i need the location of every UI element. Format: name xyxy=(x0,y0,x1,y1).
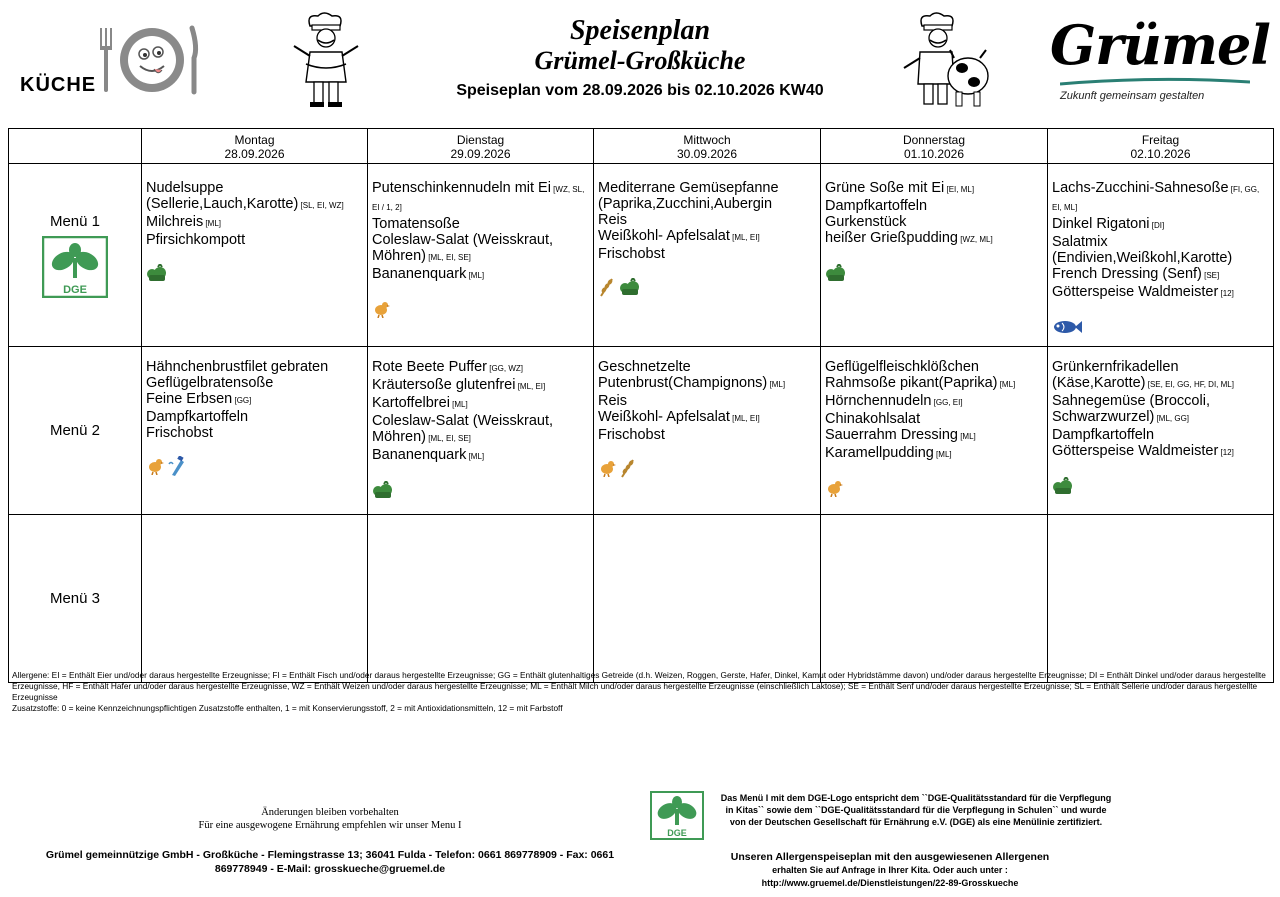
day-header: Freitag 02.10.2026 xyxy=(1048,129,1274,164)
dish-name: Frischobst xyxy=(598,427,665,443)
dish-item xyxy=(372,180,589,216)
allergen-codes: [GG] xyxy=(232,396,252,405)
dish-name: Mediterrane Gemüsepfanne (Paprika,Zucchini,Aubergin xyxy=(598,180,779,212)
dish-item xyxy=(146,391,363,409)
dish-item xyxy=(825,445,1043,463)
dish-name: Geflügelbratensoße xyxy=(146,375,274,391)
grain-icon xyxy=(598,277,616,297)
allergen-codes: [ML, EI] xyxy=(515,382,546,391)
dish-item xyxy=(1052,284,1269,302)
dish-item xyxy=(598,409,816,427)
dish-list xyxy=(1052,174,1269,302)
page-title: Speisenplan xyxy=(569,15,711,46)
dish-name: Salatmix (Endivien,Weißkohl,Karotte) xyxy=(1052,234,1233,266)
dish-item xyxy=(598,212,816,228)
brand-swoosh xyxy=(1060,76,1250,86)
dish-list xyxy=(146,525,363,527)
dish-name: French Dressing (Senf) xyxy=(1052,266,1202,282)
menu-row xyxy=(9,347,1274,515)
dish-list xyxy=(598,357,816,443)
day-header: Donnerstag 01.10.2026 xyxy=(821,129,1048,164)
poultry-icon xyxy=(598,459,616,477)
dish-name: Grüne Soße mit Ei xyxy=(825,180,945,196)
dish-item xyxy=(372,377,589,395)
brand-tagline: Zukunft gemeinsam gestalten xyxy=(1060,90,1205,102)
allergen-codes: [ML] xyxy=(466,271,485,280)
allergen-codes: [SL, EI, WZ] xyxy=(298,201,344,210)
plate-cutlery-icon xyxy=(98,22,204,98)
dish-name: Sahnegemüse (Broccoli, Schwarzwurzel) xyxy=(1052,393,1210,425)
dish-name: (Sellerie,Lauch,Karotte) xyxy=(146,196,299,212)
dish-item xyxy=(1052,216,1269,234)
dish-icons xyxy=(598,453,816,483)
allergen-codes: [ML] xyxy=(203,219,221,228)
dish-name: Weißkohl- Apfelsalat xyxy=(598,228,730,244)
dish-name: Götterspeise Waldmeister xyxy=(1052,284,1219,300)
poultry-icon xyxy=(372,300,390,318)
dish-name: Reis xyxy=(598,212,628,228)
dish-item xyxy=(598,427,816,443)
allergen-footnote xyxy=(12,670,1272,714)
dish-item xyxy=(146,359,363,375)
dish-item xyxy=(146,425,363,441)
dge-logo-icon xyxy=(42,236,108,298)
dish-item xyxy=(1052,234,1269,266)
page-header xyxy=(0,0,1280,120)
day-header: Mittwoch 30.09.2026 xyxy=(594,129,821,164)
fish-icon xyxy=(1052,319,1082,335)
dish-name: Pfirsichkompott xyxy=(146,232,246,248)
dish-item xyxy=(598,246,816,262)
dish-name: Sauerrahm Dressing xyxy=(825,427,958,443)
menu-row xyxy=(9,164,1274,347)
allergen-codes: [ML] xyxy=(933,450,952,459)
dish-name: Reis xyxy=(598,393,628,409)
dish-icons xyxy=(598,272,816,302)
dish-name: Grünkernfrikadellen (Käse,Karotte) xyxy=(1052,359,1179,391)
menu-cell xyxy=(1048,164,1274,347)
dish-item xyxy=(598,359,816,393)
menu-cell xyxy=(142,164,368,347)
dish-item xyxy=(1052,359,1269,393)
allergen-codes: [ML] xyxy=(957,432,976,441)
dish-list xyxy=(825,525,1043,527)
dish-item xyxy=(1052,180,1269,216)
dish-name: Bananenquark xyxy=(372,266,467,282)
dish-list xyxy=(372,525,589,527)
menu-table xyxy=(8,128,1274,683)
dish-name: Dampfkartoffeln xyxy=(146,409,249,425)
dish-name: Geschnetzelte Putenbrust(Champignons) xyxy=(598,359,768,391)
dish-item xyxy=(372,447,589,465)
menu-cell xyxy=(821,164,1048,347)
vegetable-icon xyxy=(619,278,641,296)
dish-list xyxy=(146,357,363,441)
chef-with-cow-illustration xyxy=(900,12,990,110)
vegetable-icon xyxy=(1052,477,1074,495)
dish-name: Frischobst xyxy=(146,425,213,441)
dish-icons xyxy=(372,294,589,324)
allergen-codes: [12] xyxy=(1218,289,1234,298)
dish-item xyxy=(1052,427,1269,443)
vegetable-icon xyxy=(146,264,168,282)
dge-logo-icon xyxy=(650,791,704,840)
page-subtitle: Grümel-Großküche xyxy=(534,46,746,75)
poultry-icon xyxy=(146,457,164,475)
dge-footer-badge xyxy=(650,791,704,840)
dish-item xyxy=(825,411,1043,427)
day-header-row xyxy=(9,129,1274,164)
dish-list xyxy=(825,357,1043,463)
menu-cell xyxy=(821,347,1048,515)
dish-list xyxy=(146,174,363,248)
brand-name: Grümel xyxy=(1050,13,1270,77)
menu-row-label: Menü 1 DGE xyxy=(9,164,142,347)
dish-name: Nudelsuppe xyxy=(146,180,224,196)
dish-name: Dinkel Rigatoni xyxy=(1052,216,1150,232)
dish-name: Dampfkartoffeln xyxy=(825,198,928,214)
milk-icon xyxy=(167,456,185,476)
menu-cell xyxy=(368,164,594,347)
allergen-codes: [ML, EI] xyxy=(729,414,760,423)
menu-cell xyxy=(368,515,594,683)
dish-icons xyxy=(146,258,363,288)
title-block xyxy=(400,16,880,102)
menu-cell xyxy=(142,347,368,515)
allergen-codes: [ML] xyxy=(997,380,1016,389)
dish-icons xyxy=(146,451,363,481)
dish-name: Hörnchennudeln xyxy=(825,393,932,409)
dish-name: Dampfkartoffeln xyxy=(1052,427,1155,443)
dish-name: Milchreis xyxy=(146,214,204,230)
dish-icons xyxy=(825,258,1043,288)
allergen-codes: [GG, WZ] xyxy=(487,364,524,373)
dish-name: Feine Erbsen xyxy=(146,391,233,407)
dish-list xyxy=(825,174,1043,248)
dish-list xyxy=(598,174,816,262)
dish-item xyxy=(372,359,589,377)
allergy-plan-link[interactable]: http://www.gruemel.de/Dienstleistungen/22-89-Grosskueche xyxy=(761,878,1019,888)
dish-item xyxy=(146,214,363,232)
dish-name: heißer Grießpudding xyxy=(825,230,958,246)
dge-certification-text: Das Menü I mit dem DGE-Logo entspricht dem ``DGE-Qualitätsstandard für die Verpflegung in Kitas`` sowie dem ``DGE-Qualitätsstandard für die Verpflegung in Schulen`` und wurde von der Deutschen Gesellschaft für Ernährung e.V. (DGE) als eine Menülinie zertifiziert. xyxy=(720,793,1112,827)
dish-item xyxy=(825,214,1043,230)
dish-icons xyxy=(1052,471,1269,501)
dish-item xyxy=(825,180,1043,198)
allergen-codes: [DI] xyxy=(1149,221,1165,230)
grain-icon xyxy=(619,458,637,478)
allergen-codes: [ML] xyxy=(449,400,468,409)
allergen-codes: [ML] xyxy=(767,380,786,389)
menu-cell xyxy=(594,515,821,683)
dish-item xyxy=(825,375,1043,393)
dish-item xyxy=(146,180,363,196)
menu-cell xyxy=(594,164,821,347)
dish-name: Kräutersoße glutenfrei xyxy=(372,377,516,393)
dish-item xyxy=(1052,393,1269,427)
dish-name: Kartoffelbrei xyxy=(372,395,450,411)
allergen-codes: [WZ, SL, EI / 1, 2] xyxy=(372,185,585,212)
dish-icons xyxy=(372,475,589,505)
svg-text:DGE: DGE xyxy=(667,828,687,838)
dish-item xyxy=(1052,266,1269,284)
changes-note: Änderungen bleiben vorbehalten xyxy=(261,807,399,818)
dish-name: Frischobst xyxy=(598,246,665,262)
allergen-codes: [12] xyxy=(1218,448,1234,457)
allergen-codes: [EI, ML] xyxy=(944,185,975,194)
dish-name: Geflügelfleischklößchen xyxy=(825,359,979,375)
allergen-codes: [WZ, ML] xyxy=(958,235,993,244)
dish-item xyxy=(825,427,1043,445)
dish-item xyxy=(598,393,816,409)
kueche-label: KÜCHE xyxy=(20,74,97,96)
date-range: Speiseplan vom 28.09.2026 bis 02.10.2026 KW40 xyxy=(456,82,824,99)
allergen-codes: [SE, EI, GG, HF, DI, ML] xyxy=(1145,380,1234,389)
dish-item xyxy=(598,228,816,246)
corner-cell xyxy=(9,129,142,164)
vegetable-icon xyxy=(825,264,847,282)
recommendation-note: Für eine ausgewogene Ernährung empfehlen wir unser Menu I xyxy=(198,820,462,831)
menu-cell xyxy=(594,347,821,515)
dish-name: Putenschinkennudeln mit Ei xyxy=(372,180,551,196)
menu-row-label: Menü 2 xyxy=(9,347,142,515)
allergen-codes: [ML, EI] xyxy=(729,233,760,242)
allergy-plan-info: Unseren Allergenspeiseplan mit den ausgewiesenen Allergenen erhalten Sie auf Anfrage in Ihrer Kita. Oder auch unter : http://www.gruemel.de/Dienstleistungen/22-89-Grosskueche xyxy=(660,850,1120,890)
dish-list xyxy=(1052,525,1269,527)
dish-item xyxy=(146,409,363,425)
dish-name: Hähnchenbrustfilet gebraten xyxy=(146,359,329,375)
dish-name: Coleslaw-Salat (Weisskraut, Möhren) xyxy=(372,232,554,264)
allergen-codes: [ML, EI, SE] xyxy=(426,253,471,262)
dish-item xyxy=(1052,443,1269,461)
menu-cell xyxy=(1048,347,1274,515)
allergen-codes: [ML, GG] xyxy=(1154,414,1190,423)
menu-cell xyxy=(821,515,1048,683)
dish-name: Chinakohlsalat xyxy=(825,411,921,427)
dish-name: Rote Beete Puffer xyxy=(372,359,488,375)
gruemel-logo xyxy=(1050,13,1270,106)
dish-item xyxy=(825,393,1043,411)
dish-icons xyxy=(1052,312,1269,342)
allergen-codes: [ML] xyxy=(466,452,485,461)
dish-name: Weißkohl- Apfelsalat xyxy=(598,409,730,425)
allergen-codes: [SE] xyxy=(1201,271,1220,280)
dish-list xyxy=(372,357,589,465)
dish-name: Gurkenstück xyxy=(825,214,907,230)
dish-name: Rahmsoße pikant(Paprika) xyxy=(825,375,998,391)
svg-text:DGE: DGE xyxy=(63,283,87,296)
dish-item xyxy=(372,395,589,413)
dish-item xyxy=(372,413,589,447)
dish-item xyxy=(146,196,363,214)
dish-item xyxy=(372,232,589,266)
dish-item xyxy=(825,359,1043,375)
company-contact: Grümel gemeinnützige GmbH - Großküche - Flemingstrasse 13; 36041 Fulda - Telefon: 0661 869778909 - Fax: 0661 869778949 - E-Mail: grosskueche@gruemel.de xyxy=(45,849,615,875)
dish-item xyxy=(372,266,589,284)
dish-item xyxy=(825,198,1043,214)
menu-cell xyxy=(1048,515,1274,683)
additive-legend: Zusatzstoffe: 0 = keine Kennzeichnungspflichtigen Zusatzstoffe enthalten, 1 = mit Konservierungsstoff, 2 = mit Antioxidationsmitteln, 12 = mit Farbstoff xyxy=(12,703,563,713)
menu-cell xyxy=(142,515,368,683)
footer-left xyxy=(20,806,640,876)
menu-row xyxy=(9,515,1274,683)
dish-list xyxy=(598,525,816,527)
dish-name: Lachs-Zucchini-Sahnesoße xyxy=(1052,180,1229,196)
dish-name: Tomatensoße xyxy=(372,216,460,232)
allergen-codes: [FI, GG, EI, ML] xyxy=(1052,185,1260,212)
kueche-logo xyxy=(20,22,210,100)
dish-list xyxy=(372,174,589,284)
dish-item xyxy=(146,232,363,248)
allergen-legend: Allergene: EI = Enthält Eier und/oder daraus hergestellte Erzeugnisse; FI = Enthält Fisch und/oder daraus hergestellte Erzeugnisse; GG = Enthält glutenhaltiges Getreide (d.h. Weizen, Roggen, Gerste, Hafer, Dinkel, Kamut oder Hybridstämme davon) und/oder daraus hergestellte Erzeugnisse; DI = Enthält Dinkel und/oder daraus hergestellte Erzeugnisse, HF = Enthält Hafer und/oder daraus hergestellte Erzeugnisse, WZ = Enthält Weizen und/oder daraus hergestellte Erzeugnisse; ML = Enthält Milch und/oder daraus hergestellte Erzeugnisse (einschließlich Laktose); SE = Enthält Senf und/oder daraus hergestellte Erzeugnisse; SL = Enthält Sellerie und/oder daraus hergestellte Erzeugnisse xyxy=(12,670,1266,702)
dish-name: Götterspeise Waldmeister xyxy=(1052,443,1219,459)
dish-item xyxy=(598,180,816,212)
dish-item xyxy=(372,216,589,232)
dish-name: Coleslaw-Salat (Weisskraut, Möhren) xyxy=(372,413,554,445)
day-header: Montag 28.09.2026 xyxy=(142,129,368,164)
vegetable-icon xyxy=(372,481,394,499)
dish-name: Karamellpudding xyxy=(825,445,934,461)
dish-item xyxy=(146,375,363,391)
allergen-codes: [GG, EI] xyxy=(931,398,963,407)
poultry-icon xyxy=(825,479,843,497)
dish-name: Bananenquark xyxy=(372,447,467,463)
day-header: Dienstag 29.09.2026 xyxy=(368,129,594,164)
allergen-codes: [ML, EI, SE] xyxy=(426,434,471,443)
menu-row-label: Menü 3 xyxy=(9,515,142,683)
menu-cell xyxy=(368,347,594,515)
dish-icons xyxy=(825,473,1043,503)
chef-illustration xyxy=(288,12,364,110)
dish-list xyxy=(1052,357,1269,461)
dish-item xyxy=(825,230,1043,248)
